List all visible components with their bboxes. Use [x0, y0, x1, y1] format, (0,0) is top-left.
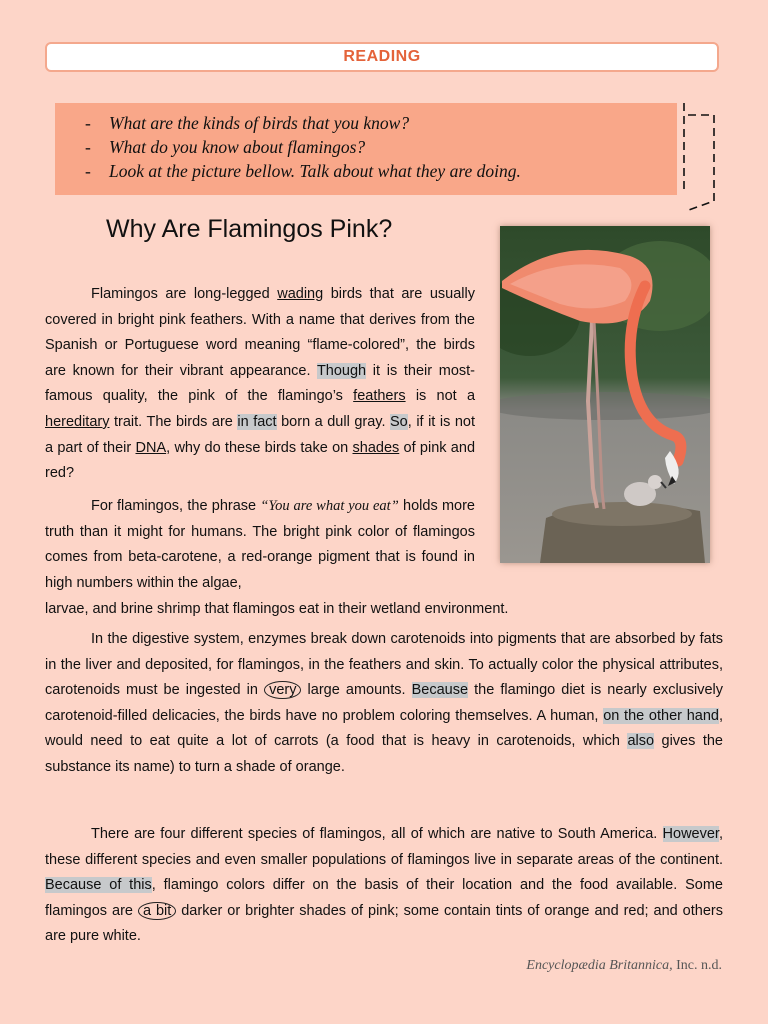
vocab-word: shades — [352, 439, 400, 456]
circled-word: a bit — [138, 902, 176, 920]
highlighted-connector: Because of this — [45, 877, 152, 894]
highlighted-connector: on the other hand — [603, 707, 719, 724]
question-item: - Look at the picture bellow. Talk about what they are doing. — [85, 161, 521, 181]
section-header — [45, 42, 719, 72]
quote-phrase: “You are what you eat” — [260, 498, 399, 514]
flamingo-photo — [500, 226, 710, 563]
question-item: - What are the kinds of birds that you know? — [85, 113, 410, 133]
source-citation: Encyclopædia Britannica, Inc. n.d. — [526, 958, 722, 973]
circled-word: very — [264, 681, 301, 699]
warmup-questions — [55, 103, 677, 195]
paragraph-2-continued: larvae, and brine shrimp that flamingos eat in their wetland environment. — [45, 601, 509, 617]
vocab-word: feathers — [353, 388, 406, 405]
highlighted-connector: However — [662, 826, 719, 842]
dashed-bracket-decoration — [680, 103, 720, 213]
vocab-word: wading — [277, 286, 324, 302]
highlighted-connector: So — [390, 413, 408, 430]
highlighted-connector: Though — [316, 362, 367, 379]
paragraph-4: There are four different species of flamingos, all of which are native to South America. However, these different species and even smaller populations of flamingos live in separate areas of the continent. Because of this, flamingo colors differ on the basis of their location and the food available. Some flamingos are a bit darker or brighter shades of pink; some contain tints of orange and red; and others are pure white. — [45, 826, 723, 945]
vocab-word: DNA — [135, 439, 167, 456]
vocab-word: hereditary — [45, 413, 110, 430]
highlighted-connector: also — [627, 733, 655, 750]
highlighted-connector: in fact — [237, 413, 277, 430]
article-title: Why Are Flamingos Pink? — [106, 215, 393, 243]
paragraph-3: In the digestive system, enzymes break down carotenoids into pigments that are absorbed by fats in the liver and deposited, for flamingos, in the feathers and skin. To actually color the physical attributes, carotenoids must be ingested in very large amounts. Because the flamingo diet is nearly exclusively carotenoid-filled delicacies, the birds have no problem coloring themselves. A human, on the other hand, would need to eat quite a lot of carrots (a food that is heavy in carotenoids, which also gives the substance its name) to turn a shade of orange. — [45, 631, 723, 775]
highlighted-connector: Because — [411, 682, 469, 699]
paragraph-1: Flamingos are long-legged wading birds that are usually covered in bright pink feathers. With a name that derives from the Spanish or Portuguese word meaning “flame-colored”, the birds are known for their vibrant appearance. Though it is their most-famous quality, the pink of the flamingo’s feathers is not a hereditary trait. The birds are in fact born a dull gray. So, if it is not a part of their DNA, why do these birds take on shades of pink and red? — [45, 286, 476, 482]
question-item: - What do you know about flamingos? — [85, 137, 366, 157]
paragraph-2: For flamingos, the phrase “You are what you eat” holds more truth than it might for humans. The bright pink color of flamingos comes from beta-carotene, a red-orange pigment that is found in high numbers within the algae, — [45, 498, 475, 591]
section-label: READING — [343, 48, 421, 65]
